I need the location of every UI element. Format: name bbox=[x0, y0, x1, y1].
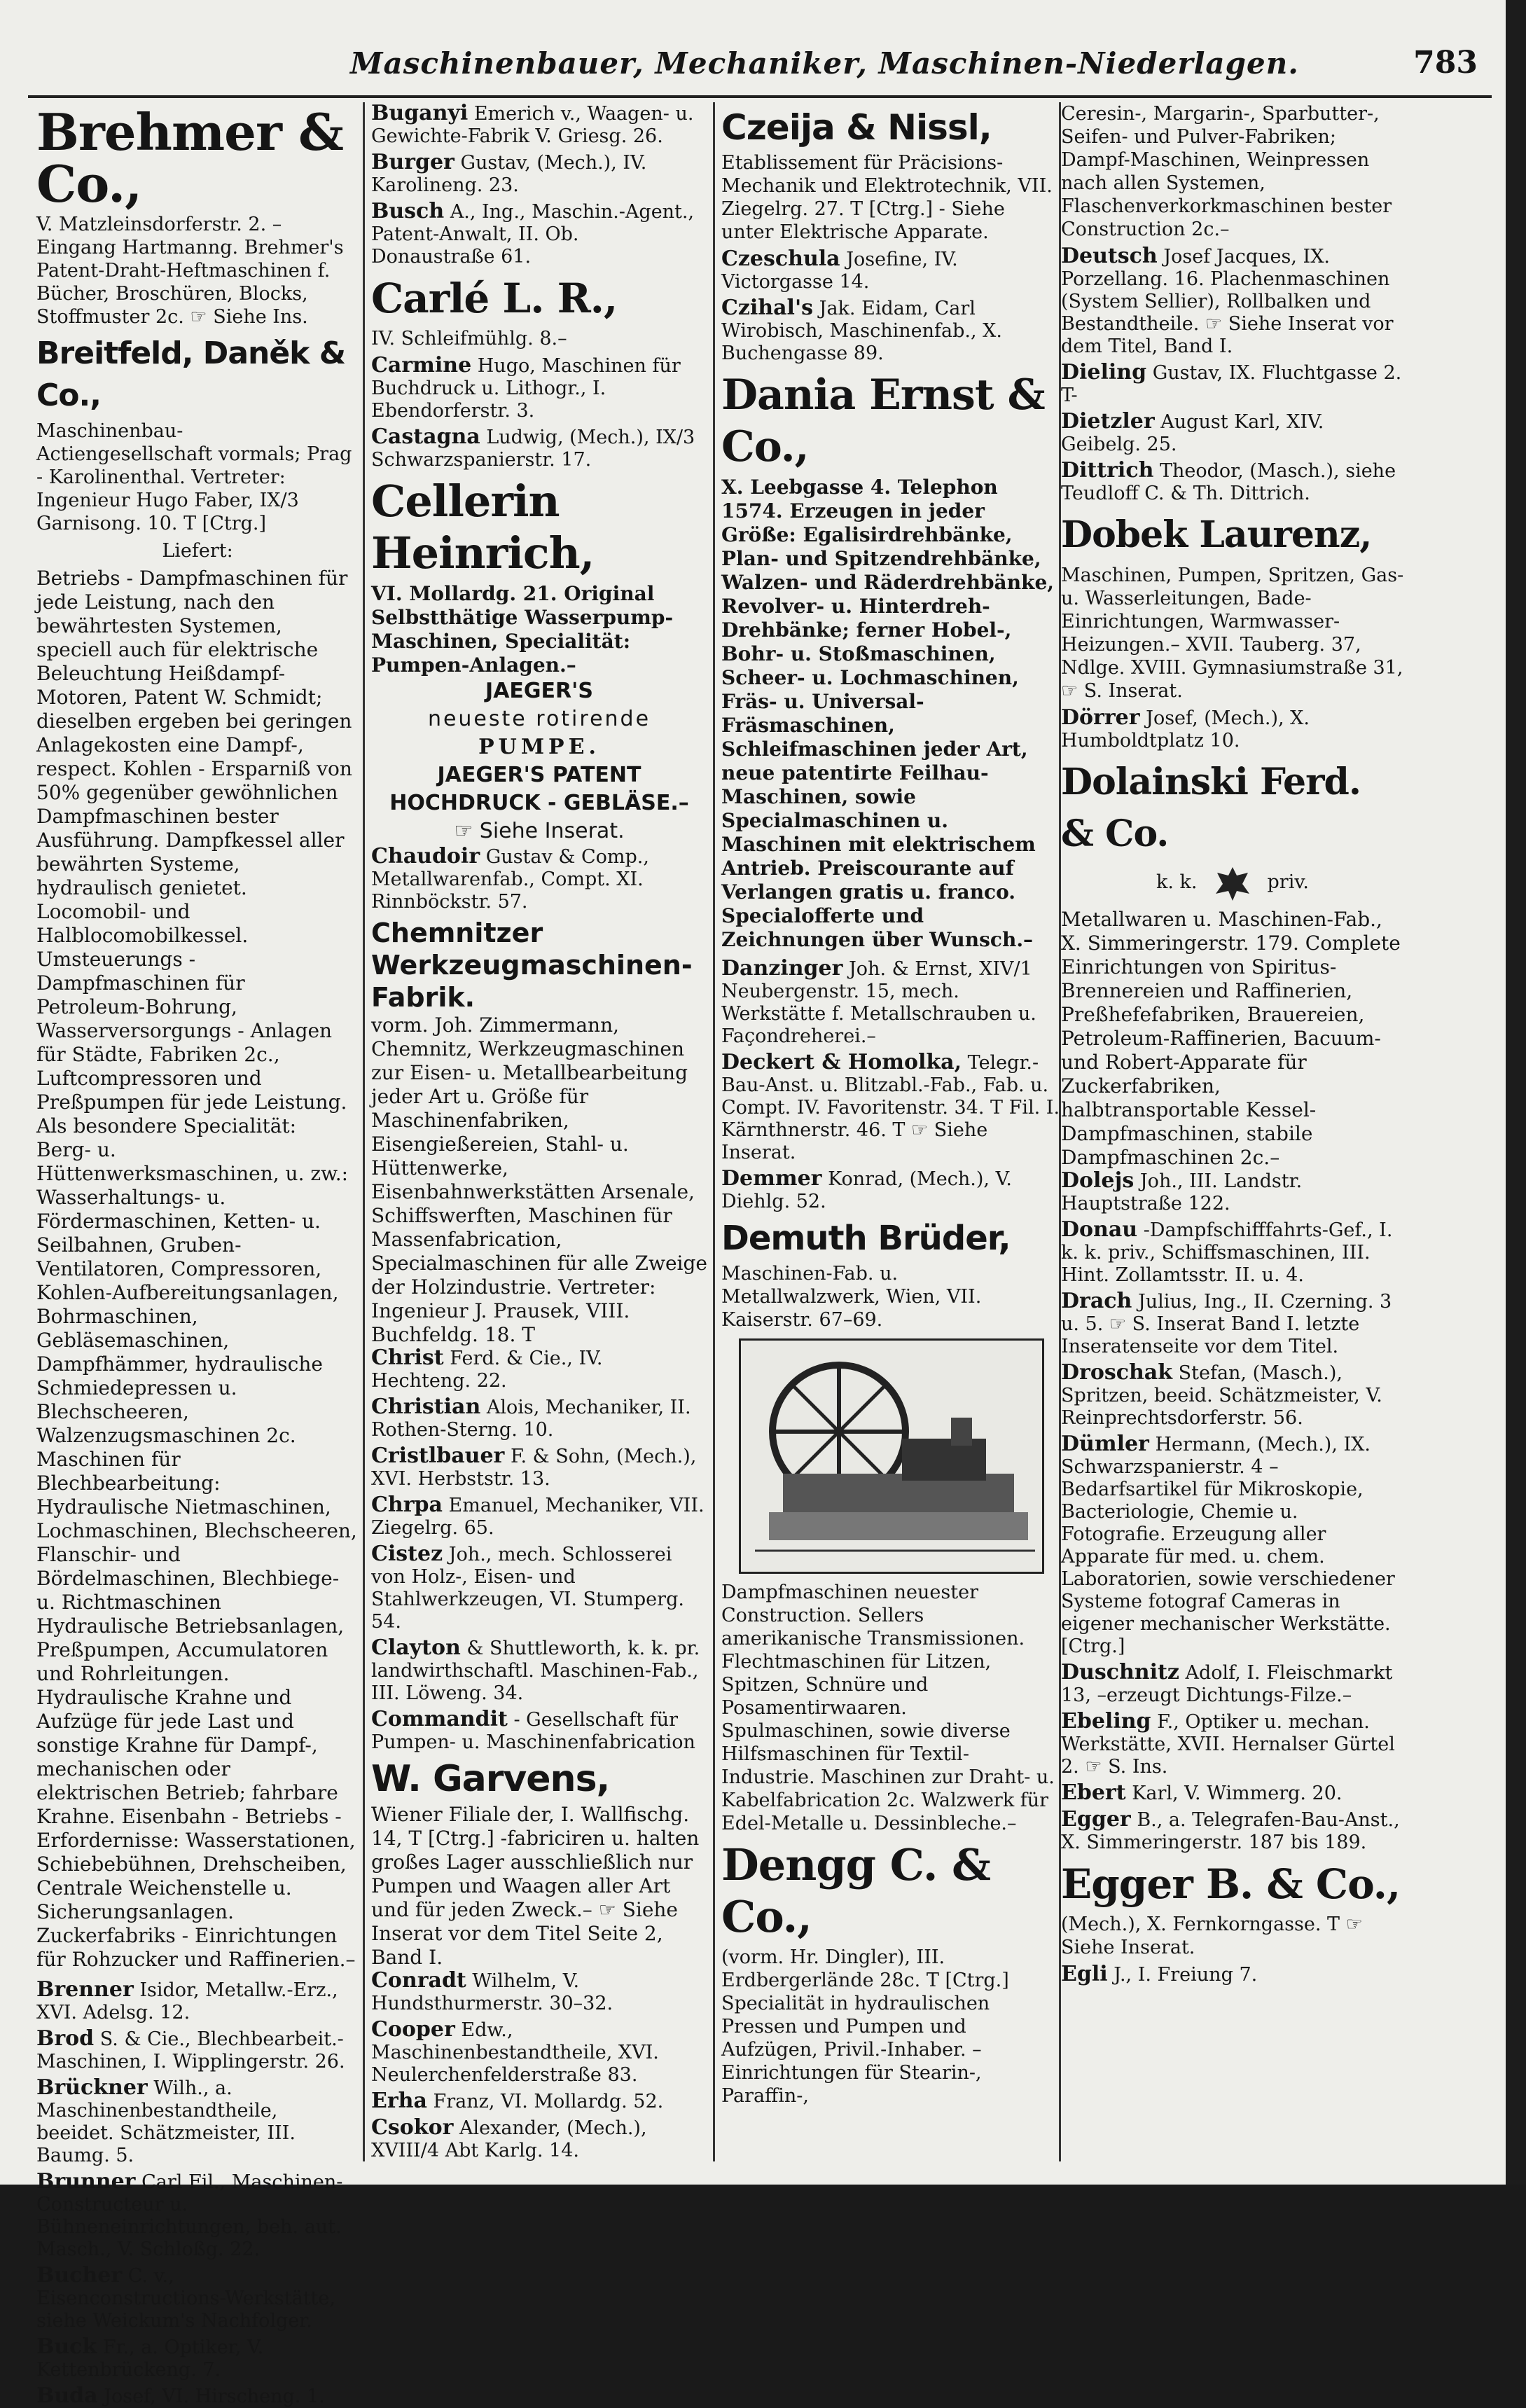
ad-czeija-body: Etablissement für Präcisions-Mechanik und Elektrotechnik, VII. Ziegelrg. 27. T [Ctrg.] - Siehe unter Elektrische Apparate. bbox=[721, 152, 1053, 243]
column-3 bbox=[721, 102, 1061, 2161]
list-item: Commandit - Gesellschaft für Pumpen- u. Maschinenfabrication bbox=[371, 1707, 695, 1753]
steam-engine-icon bbox=[741, 1341, 1042, 1572]
ad-demuth-name: Demuth Brüder, bbox=[721, 1219, 1011, 1258]
ad-demuth-body: Maschinen-Fab. u. Metallwalzwerk, Wien, VII. Kaiserstr. 67–69. bbox=[721, 1263, 982, 1331]
book-spine bbox=[1506, 0, 1526, 2185]
ad-jaeger-line: HOCHDRUCK - GEBLÄSE.– bbox=[389, 791, 689, 815]
ad-liefert-body: Betriebs - Dampfmaschinen für jede Leistung, nach den bewährtesten Systemen, speciell auch für elektrische Beleuchtung Heißdampf-Motoren, Patent W. Schmidt; dieselben ergeben bei geringen Anlagekosten eine Dampf-, respect. Kohlen - Ersparniß von 50% gegenüber gewöhnlichen Dampfmaschinen bester Ausführung. Dampfkessel aller bewährten Systeme, hydraulisch genietet. Locomobil- und Halblocomobilkessel. Umsteuerungs - Dampfmaschinen für Petroleum-Bohrung, Wasserversorgungs - Anlagen für Städte, Fabriken 2c., Luftcompressoren und Preßpumpen für jede Leistung. Als besondere Specialität: bbox=[36, 567, 352, 1137]
column-2 bbox=[371, 102, 707, 2161]
list-item: Bucher C. v., Eisenconstructions-Werkstätte, siehe Weickum's Nachfolger. bbox=[36, 2263, 335, 2332]
list-item: Duschnitz Adolf, I. Fleischmarkt 13, –erzeugt Dichtungs-Filze.– bbox=[1061, 1660, 1393, 1706]
list-item: Ebeling F., Optiker u. mechan. Werkstätte, XVII. Hernalser Gürtel 2. ☞ S. Ins. bbox=[1061, 1709, 1395, 1778]
list-item: Brunner Carl Fil., Maschinen-Constructeur u. Bühneneinrichtungen, beh. aut. Masch., V. Schloßg. 22. bbox=[36, 2169, 343, 2260]
list-item: Christ Ferd. & Cie., IV. Hechteng. 22. bbox=[371, 1345, 603, 1392]
ad-dobek-name: Dobek Laurenz, bbox=[1061, 513, 1372, 556]
ad-jaeger-line: ☞ Siehe Inserat. bbox=[454, 819, 625, 843]
ad-bremer-body: V. Matzleinsdorferstr. 2. –Eingang Hartmanng. Brehmer's Patent-Draht-Heftmaschinen f. Bücher, Broschüren, Blocks, Stoffmuster 2c. ☞ Siehe Ins. bbox=[36, 214, 344, 328]
list-item: Dörrer Josef, (Mech.), X. Humboldtplatz 10. bbox=[1061, 705, 1310, 752]
ad-dengg-body: (vorm. Hr. Dingler), III. Erdbergerlände 28c. T [Ctrg.] Specialität in hydraulischen Pressen und Pumpen und Aufzügen, Privil.-Inhaber. – Einrichtungen für Stearin-, Paraffin-, bbox=[721, 1946, 1009, 2107]
ad-berg-body: Berg- u. Hüttenwerksmaschinen, u. zw.: Wasserhaltungs- u. Fördermaschinen, Ketten- u. Seilbahnen, Gruben-Ventilatoren, Compressoren, Kohlen-Aufbereitungsanlagen, Bohrmaschinen, Gebläsemaschinen, Dampfhämmer, hydraulische Schmiedepressen u. Blechscheeren, Walzenzugsmaschinen 2c. Maschinen für Blechbearbeitung: Hydraulische Nietmaschinen, Lochmaschinen, Blechscheeren, Flanschir- und Bördelmaschinen, Blechbiege- u. Richtmaschinen Hydraulische Betriebsanlagen, Preßpumpen, Accumulatoren und Rohrleitungen. Hydraulische Krahne und Aufzüge für jede Last und sonstige Krahne für Dampf-, mechanischen oder elektrischen Betrieb; fahrbare Krahne. Eisenbahn - Betriebs - Erfordernisse: Wasserstationen, Schiebebühnen, Drehscheiben, Centrale Weichenstelle u. Sicherungsanlagen. Zuckerfabriks - Einrichtungen für Rohzucker und Raffinerien.– bbox=[36, 1138, 357, 1971]
ad-cellerin-body: VI. Mollardg. 21. Original Selbstthätige Wasserpump-Maschinen, Specialität: Pumpen-Anlagen.– bbox=[371, 582, 674, 677]
list-item: Cooper Edw., Maschinenbestandtheile, XVI. Neulerchenfelderstraße 83. bbox=[371, 2017, 659, 2086]
ad-cellerin-name: Cellerin Heinrich, bbox=[371, 476, 595, 579]
ad-egger-name: Egger B. & Co., bbox=[1061, 1860, 1401, 1908]
page-header bbox=[28, 36, 1478, 99]
list-item: Czeschula Josefine, IV. Victorgasse 14. bbox=[721, 247, 958, 293]
ad-czeija-name: Czeija & Nissl, bbox=[721, 107, 992, 148]
list-item: Brod S. & Cie., Blechbearbeit.-Maschinen, I. Wipplingerstr. 26. bbox=[36, 2026, 345, 2073]
list-item: Carmine Hugo, Maschinen für Buchdruck u. Lithogr., I. Ebendorferstr. 3. bbox=[371, 353, 681, 422]
list-item: Danzinger Joh. & Ernst, XIV/1 Neubergenstr. 15, mech. Werkstätte f. Metallschrauben u. Façondreherei.– bbox=[721, 956, 1036, 1047]
list-item: Chrpa Emanuel, Mechaniker, VII. Ziegelrg. 65. bbox=[371, 1493, 705, 1539]
ad-bremer-name: Brehmer & Co., bbox=[36, 102, 343, 214]
ad-dania-name: Dania Ernst & Co., bbox=[721, 371, 1045, 471]
ad-jaeger-line: JAEGER'S bbox=[485, 679, 593, 703]
ad-dania-body: X. Leebgasse 4. Telephon 1574. Erzeugen in jeder Größe: Egalisirdrehbänke, Plan- und Spitzendrehbänke, Walzen- und Räderdrehbänke, Revolver- u. Hinterdreh-Drehbänke; ferner Hobel-, Bohr- u. Stoßmaschinen, Scheer- u. Lochmaschinen, Fräs- u. Universal-Fräsmaschinen, Schleifmaschinen jeder Art, neue patentirte Feilhau-Maschinen, sowie Specialmaschinen u. Maschinen mit elektrischem Antrieb. Preiscourante auf Verlangen gratis u. franco. Specialofferte und Zeichnungen über Wunsch.– bbox=[721, 476, 1055, 951]
list-item: Burger Gustav, (Mech.), IV. Karolineng. 23. bbox=[371, 150, 647, 196]
list-item: Dieling Gustav, IX. Fluchtgasse 2. T- bbox=[1061, 360, 1402, 406]
list-item: Busch A., Ing., Maschin.-Agent., Patent-Anwalt, II. Ob. Donaustraße 61. bbox=[371, 199, 695, 268]
list-item: Deckert & Homolka, Telegr.-Bau-Anst. u. Blitzabl.-Fab., Fab. u. Compt. IV. Favoritenstr. 34. T Fil. I. Kärnthnerstr. 46. T ☞ Siehe Inserat. bbox=[721, 1050, 1060, 1163]
page-title: Maschinenbauer, Mechaniker, Maschinen-Niederlagen. bbox=[350, 46, 1299, 81]
list-item: Ebert Karl, V. Wimmerg. 20. bbox=[1061, 1780, 1343, 1805]
list-item: Droschak Stefan, (Masch.), Spritzen, beeid. Schätzmeister, V. Reinprechtsdorferstr. 56. bbox=[1061, 1360, 1382, 1429]
ad-jaeger-line: PUMPE. bbox=[478, 735, 600, 759]
steam-engine-illustration bbox=[739, 1338, 1044, 1574]
ad-chemnitzer-body: vorm. Joh. Zimmermann, Chemnitz, Werkzeugmaschinen zur Eisen- u. Metallbearbeitung jeder Art u. Größe für Maschinenfabriken, Eisengießereien, Stahl- u. Hüttenwerke, Eisenbahnwerkstätten Arsenale, Schiffswerften, Maschinen für Massenfabrication, Specialmaschinen für alle Zweige der Holzindustrie. Vertreter: Ingenieur J. Prausek, VIII. Buchfeldg. 18. T bbox=[371, 1013, 707, 1346]
ad-jaeger-line: neueste rotirende bbox=[427, 707, 651, 731]
page-number: 783 bbox=[1413, 45, 1478, 81]
list-item: Buck Fr., a. Optiker, V. Kettenbrückeng. 7. bbox=[36, 2334, 264, 2381]
ad-jaeger-line: JAEGER'S PATENT bbox=[437, 763, 641, 787]
ad-continued-body: Ceresin-, Margarin-, Sparbutter-, Seifen- und Pulver-Fabriken; Dampf-Maschinen, Weinpressen nach allen Systemen, Flaschenverkorkmaschinen bester Construction 2c.– bbox=[1061, 103, 1392, 240]
list-item: Egger B., a. Telegrafen-Bau-Anst., X. Simmeringerstr. 187 bis 189. bbox=[1061, 1807, 1400, 1853]
ad-dolainski-name: Dolainski Ferd. & Co. bbox=[1061, 761, 1361, 855]
ad-dolainski-body: Metallwaren u. Maschinen-Fab., X. Simmeringerstr. 179. Complete Einrichtungen von Spiritus-Brennereien und Raffinerien, Preßhefefabriken, Brauereien, Petroleum-Raffinerien, Bacuum- und Robert-Apparate für Zuckerfabriken, halbtransportable Kessel-Dampfmaschinen, stabile Dampfmaschinen 2c.– bbox=[1061, 908, 1401, 1169]
ad-dengg-name: Dengg C. & Co., bbox=[721, 1839, 990, 1942]
list-item: Donau -Dampfschifffahrts-Gef., I. k. k. priv., Schiffsmaschinen, III. Hint. Zollamtsstr. II. u. 4. bbox=[1061, 1217, 1393, 1286]
list-item: Czihal's Jak. Eidam, Carl Wirobisch, Maschinenfab., X. Buchengasse 89. bbox=[721, 296, 1002, 364]
ad-carle-body: IV. Schleifmühlg. 8.– bbox=[371, 328, 567, 350]
ad-liefert-heading: Liefert: bbox=[162, 540, 233, 562]
ad-demuth-after: Dampfmaschinen neuester Construction. Sellers amerikanische Transmissionen. Flechtmaschinen für Litzen, Spitzen, Schnüre und Posamentirwaaren. Spulmaschinen, sowie diverse Hilfsmaschinen für Textil-Industrie. Maschinen zur Draht- u. Kabelfabrication 2c. Walzwerk für Edel-Metalle u. Dessinbleche.– bbox=[721, 1582, 1055, 1834]
ad-chemnitzer-name: Chemnitzer Werkzeugmaschinen-Fabrik. bbox=[371, 918, 693, 1013]
list-item: Christian Alois, Mechaniker, II. Rothen-Sterng. 10. bbox=[371, 1395, 691, 1441]
list-item: Chaudoir Gustav & Comp., Metallwarenfab., Compt. XI. Rinnböckstr. 57. bbox=[371, 844, 649, 913]
list-item: Dittrich Theodor, (Masch.), siehe Teudloff C. & Th. Dittrich. bbox=[1061, 458, 1396, 504]
list-item: Cristlbauer F. & Sohn, (Mech.), XVI. Herbststr. 13. bbox=[371, 1444, 697, 1490]
double-eagle-icon bbox=[1212, 863, 1254, 905]
ad-dobek-body: Maschinen, Pumpen, Spritzen, Gas- u. Wasserleitungen, Bade-Einrichtungen, Warmwasser-Heizungen.– XVII. Tauberg. 37, Ndlge. XVIII. Gymnasiumstraße 31, ☞ S. Inserat. bbox=[1061, 565, 1404, 702]
column-divider bbox=[363, 102, 365, 2161]
ad-garvens-name: W. Garvens, bbox=[371, 1758, 610, 1800]
kk-label: k. k. bbox=[1156, 871, 1198, 893]
list-item: Clayton & Shuttleworth, k. k. pr. landwirthschaftl. Maschinen-Fab., III. Löweng. 34. bbox=[371, 1635, 700, 1704]
ad-carle-name: Carlé L. R., bbox=[371, 275, 618, 322]
list-item: Castagna Ludwig, (Mech.), IX/3 Schwarzspanierstr. 17. bbox=[371, 424, 695, 471]
list-item: Buda Josef, VI. Hirscheng. 1. bbox=[36, 2383, 325, 2408]
list-item: Drach Julius, Ing., II. Czerning. 3 u. 5. ☞ S. Inserat Band I. letzte Inseratenseite vor dem Titel. bbox=[1061, 1289, 1392, 1357]
ad-breitfeld-name: Breitfeld, Daněk & Co., bbox=[36, 335, 346, 413]
list-item: Cistez Joh., mech. Schlosserei von Holz-, Eisen- und Stahlwerkzeugen, VI. Stumperg. 54. bbox=[371, 1542, 684, 1633]
column-4 bbox=[1061, 102, 1404, 2161]
list-item: Dümler Hermann, (Mech.), IX. Schwarzspanierstr. 4 – Bedarfsartikel für Mikroskopie, Bacteriologie, Chemie u. Fotografie. Erzeugung aller Apparate für med. u. chem. Laboratorien, sowie verschiedener Systeme fotograf Cameras in eigener mechanischer Werkstätte. [Ctrg.] bbox=[1061, 1432, 1395, 1657]
list-item: Conradt Wilhelm, V. Hundsthurmerstr. 30–32. bbox=[371, 1968, 613, 2014]
column-divider bbox=[713, 102, 715, 2161]
list-item: Brückner Wilh., a. Maschinenbestandtheile, beeidet. Schätzmeister, III. Baumg. 5. bbox=[36, 2075, 296, 2166]
list-item: Buganyi Emerich v., Waagen- u. Gewichte-Fabrik V. Griesg. 26. bbox=[371, 101, 694, 147]
dolainski-emblem-row bbox=[1061, 863, 1404, 905]
column-1 bbox=[36, 102, 359, 2408]
list-item: Demmer Konrad, (Mech.), V. Diehlg. 52. bbox=[721, 1166, 1012, 1212]
list-item: Brenner Isidor, Metallw.-Erz., XVI. Adelsg. 12. bbox=[36, 1977, 338, 2023]
list-item: Dietzler August Karl, XIV. Geibelg. 25. bbox=[1061, 409, 1324, 455]
priv-label: priv. bbox=[1267, 871, 1309, 893]
ad-egger-body: (Mech.), X. Fernkorngasse. T ☞ Siehe Inserat. bbox=[1061, 1914, 1363, 1958]
list-item: Deutsch Josef Jacques, IX. Porzellang. 16. Plachenmaschinen (System Sellier), Rollbalken und Bestandtheile. ☞ Siehe Inserat vor dem Titel, Band I. bbox=[1061, 244, 1394, 357]
list-item: Csokor Alexander, (Mech.), XVIII/4 Abt Karlg. 14. bbox=[371, 2115, 647, 2161]
list-item: Erha Franz, VI. Mollardg. 52. bbox=[371, 2089, 664, 2113]
list-item: Dolejs Joh., III. Landstr. Hauptstraße 122. bbox=[1061, 1168, 1303, 1215]
ad-garvens-body: Wiener Filiale der, I. Wallfischg. 14, T [Ctrg.] -fabriciren u. halten großes Lager ausschließlich nur Pumpen und Waagen aller Art und für jeden Zweck.– ☞ Siehe Inserat vor dem Titel Seite 2, Band I. bbox=[371, 1803, 700, 1969]
list-item: Egli J., I. Freiung 7. bbox=[1061, 1962, 1258, 1986]
header-rule bbox=[28, 95, 1492, 98]
ad-breitfeld-body: Maschinenbau-Actiengesellschaft vormals; Prag - Karolinenthal. Vertreter: Ingenieur Hugo Faber, IX/3 Garnisong. 10. T [Ctrg.] bbox=[36, 420, 352, 534]
